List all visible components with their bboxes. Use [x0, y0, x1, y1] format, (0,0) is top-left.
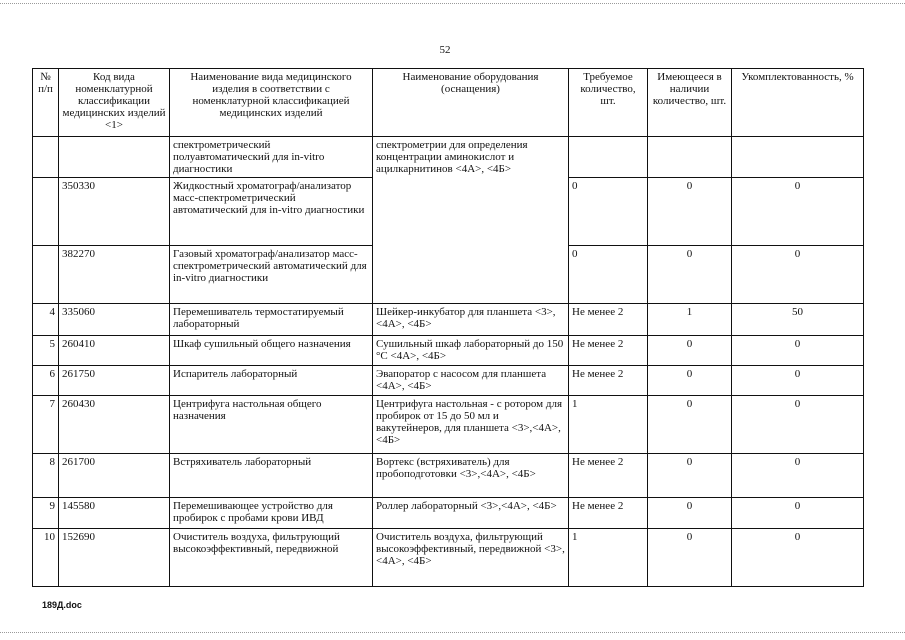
row-available — [648, 137, 732, 178]
table-row — [33, 137, 864, 178]
row-equipment: Центрифуга настольная - с ротором для пробирок от 15 до 50 мл и вакутейнеров, для планшета <3>,<4А>, <4Б> — [373, 396, 569, 454]
table-row — [33, 336, 864, 366]
row-completeness: 0 — [732, 178, 864, 246]
row-required: Не менее 2 — [569, 366, 648, 396]
row-equipment: Сушильный шкаф лабораторный до 150 °С <4А>, <4Б> — [373, 336, 569, 366]
row-code: 335060 — [59, 304, 170, 336]
table-row — [33, 366, 864, 396]
row-available: 0 — [648, 178, 732, 246]
header-code: Код вида номенклатурной классификации медицинских изделий <1> — [59, 69, 170, 137]
row-num: 4 — [33, 304, 59, 336]
row-device: Центрифуга настольная общего назначения — [170, 396, 373, 454]
header-row — [33, 69, 864, 137]
top-dotted-border — [0, 3, 905, 4]
row-required: 1 — [569, 529, 648, 587]
row-completeness: 0 — [732, 529, 864, 587]
table-row — [33, 454, 864, 498]
row-num: 5 — [33, 336, 59, 366]
row-required: Не менее 2 — [569, 498, 648, 529]
row-completeness: 0 — [732, 396, 864, 454]
header-required: Требуемое количество, шт. — [569, 69, 648, 137]
row-device: Перемешиватель термостатируемый лабораторный — [170, 304, 373, 336]
row-device: Испаритель лабораторный — [170, 366, 373, 396]
row-code: 152690 — [59, 529, 170, 587]
row-available: 0 — [648, 396, 732, 454]
row-required: Не менее 2 — [569, 336, 648, 366]
row-completeness: 0 — [732, 336, 864, 366]
row-required: 1 — [569, 396, 648, 454]
row-code: 261700 — [59, 454, 170, 498]
row-num — [33, 246, 59, 304]
header-equipment: Наименование оборудования (оснащения) — [373, 69, 569, 137]
row-completeness: 0 — [732, 246, 864, 304]
row-num: 7 — [33, 396, 59, 454]
row-completeness: 50 — [732, 304, 864, 336]
row-available: 0 — [648, 246, 732, 304]
row-code: 260410 — [59, 336, 170, 366]
row-equipment: Роллер лабораторный <3>,<4А>, <4Б> — [373, 498, 569, 529]
row-required: Не менее 2 — [569, 454, 648, 498]
table-row — [33, 498, 864, 529]
row-num: 8 — [33, 454, 59, 498]
row-required: 0 — [569, 178, 648, 246]
header-num: № п/п — [33, 69, 59, 137]
row-device: Перемешивающее устройство для пробирок с пробами крови ИВД — [170, 498, 373, 529]
row-available: 1 — [648, 304, 732, 336]
row-equipment: Вортекс (встряхиватель) для пробоподготовки <3>,<4А>, <4Б> — [373, 454, 569, 498]
row-available: 0 — [648, 498, 732, 529]
row-device: Очиститель воздуха, фильтрующий высокоэффективный, передвижной — [170, 529, 373, 587]
bottom-dotted-border — [0, 632, 905, 633]
row-code: 260430 — [59, 396, 170, 454]
row-num: 9 — [33, 498, 59, 529]
row-code: 382270 — [59, 246, 170, 304]
row-code — [59, 137, 170, 178]
row-device: Жидкостный хроматограф/анализатор масс-спектрометрический автоматический для in-vitro диагностики — [170, 178, 373, 246]
row-equipment: Эвапоратор с насосом для планшета <4А>, <4Б> — [373, 366, 569, 396]
row-num: 10 — [33, 529, 59, 587]
row-available: 0 — [648, 336, 732, 366]
row-completeness: 0 — [732, 454, 864, 498]
row-code: 145580 — [59, 498, 170, 529]
header-device: Наименование вида медицинского изделия в соответствии с номенклатурной классификацией медицинских изделий — [170, 69, 373, 137]
row-completeness: 0 — [732, 498, 864, 529]
row-required: 0 — [569, 246, 648, 304]
row-device: Шкаф сушильный общего назначения — [170, 336, 373, 366]
row-code: 261750 — [59, 366, 170, 396]
row-available: 0 — [648, 454, 732, 498]
header-available: Имеющееся в наличии количество, шт. — [648, 69, 732, 137]
header-completeness: Укомплектованность, % — [732, 69, 864, 137]
page-number: 52 — [439, 44, 451, 56]
row-device: Газовый хроматограф/анализатор масс-спектрометрический автоматический для in-vitro диагностики — [170, 246, 373, 304]
row-equipment: спектрометрии для определения концентрации аминокислот и ацилкарнитинов <4А>, <4Б> — [373, 137, 569, 304]
table-row — [33, 396, 864, 454]
table-row — [33, 529, 864, 587]
row-device: Встряхиватель лабораторный — [170, 454, 373, 498]
row-completeness — [732, 137, 864, 178]
row-required: Не менее 2 — [569, 304, 648, 336]
row-completeness: 0 — [732, 366, 864, 396]
row-available: 0 — [648, 529, 732, 587]
table-row — [33, 304, 864, 336]
equipment-table — [32, 68, 864, 587]
row-required — [569, 137, 648, 178]
row-code: 350330 — [59, 178, 170, 246]
row-num — [33, 137, 59, 178]
row-device: спектрометрический полуавтоматический для in-vitro диагностики — [170, 137, 373, 178]
row-equipment: Очиститель воздуха, фильтрующий высокоэффективный, передвижной <3>,<4А>, <4Б> — [373, 529, 569, 587]
row-available: 0 — [648, 366, 732, 396]
row-equipment: Шейкер-инкубатор для планшета <3>,<4А>, <4Б> — [373, 304, 569, 336]
document-filename: 189Д.doc — [42, 600, 82, 610]
row-num: 6 — [33, 366, 59, 396]
row-num — [33, 178, 59, 246]
